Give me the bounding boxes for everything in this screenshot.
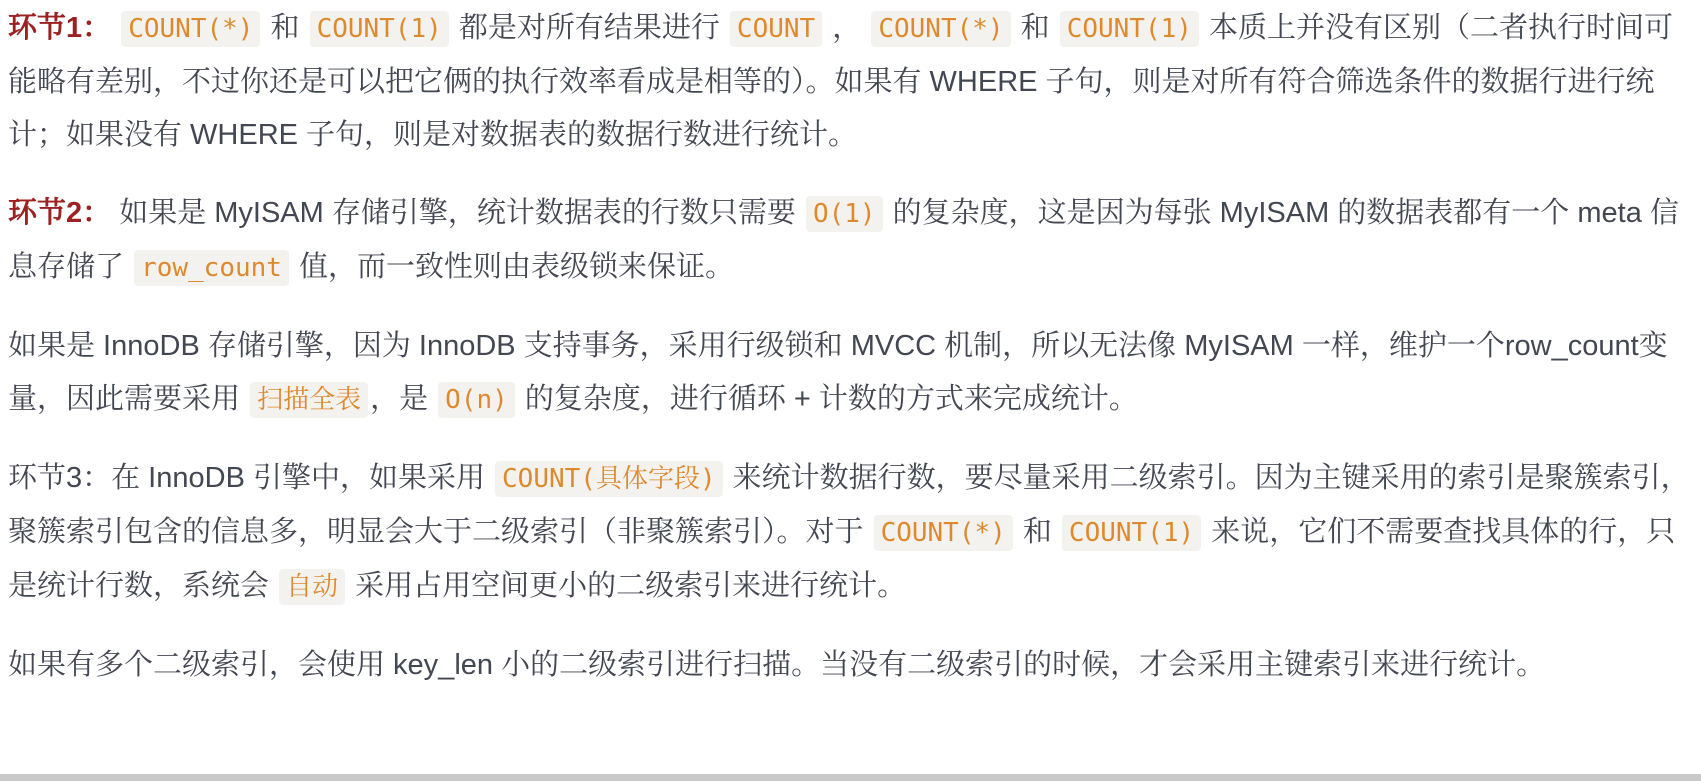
inline-code: COUNT(*) [874,515,1013,551]
inline-code: 自动 [279,569,345,605]
text-run: 如果是 MyISAM 存储引擎，统计数据表的行数只需要 [111,197,804,229]
paragraph-list [8,2,1693,692]
text-run: 环节3：在 InnoDB 引擎中，如果采用 [8,462,494,494]
text-run: 如果有多个二级索引，会使用 key_len 小的二级索引进行扫描。当没有二级索引的时候，才会采用主键索引来进行统计。 [8,649,1546,681]
inline-code: COUNT(1) [1060,11,1199,47]
text-run: 来说，它们不需要查找具体的行，只是统计行数，系统会 [8,516,1676,602]
inline-code: 扫描全表 [250,382,368,418]
paragraph [8,452,1693,614]
inline-code: COUNT(1) [310,11,449,47]
text-run: 采用占用空间更小的二级索引来进行统计。 [347,570,907,602]
paragraph [8,187,1693,295]
text-run: 的复杂度，这是因为每张 MyISAM 的数据表都有一个 meta 信息存储了 [8,197,1679,283]
paragraph [8,320,1693,427]
section-label: 环节2： [8,197,112,229]
next-block-edge [0,774,1701,781]
text-run: 本质上并没有区别（二者执行时间可能略有差别，不过你还是可以把它俩的执行效率看成是相等的）。如果有 WHERE 子句，则是对所有符合筛选条件的数据行进行统计；如果没有 WHERE 子句，则是对数据表的数据行数进行统计。 [8,12,1673,151]
text-run: 都是对所有结果进行 [450,12,728,44]
paragraph [8,639,1693,692]
text-run: 和 [1014,516,1060,548]
text-run: 如果是 InnoDB 存储引擎，因为 InnoDB 支持事务，采用行级锁和 MVCC 机制，所以无法像 MyISAM 一样，维护一个row_count变量，因此需要采用 [8,330,1668,415]
text-run: 的复杂度，进行循环 + 计数的方式来完成统计。 [516,383,1138,415]
text-run [111,12,119,44]
inline-code: COUNT(1) [1062,515,1201,551]
inline-code: COUNT(具体字段) [495,461,723,497]
inline-code: COUNT [730,11,822,47]
inline-code: O(n) [438,382,515,418]
inline-code: COUNT(*) [121,11,260,47]
paragraph [8,2,1693,162]
inline-code: O(1) [806,196,883,232]
inline-code: row_count [134,250,289,286]
text-run: 值，而一致性则由表级锁来保证。 [290,251,735,283]
inline-code: COUNT(*) [871,11,1010,47]
text-run: 和 [262,12,308,44]
text-run: 来统计数据行数，要尽量采用二级索引。因为主键采用的索引是聚簇索引，聚簇索引包含的信息多，明显会大于二级索引（非聚簇索引）。对于 [8,462,1690,548]
text-run: ，是 [370,383,437,415]
section-label: 环节1： [8,12,112,44]
text-run: ， [824,12,870,44]
text-run: 和 [1012,12,1058,44]
